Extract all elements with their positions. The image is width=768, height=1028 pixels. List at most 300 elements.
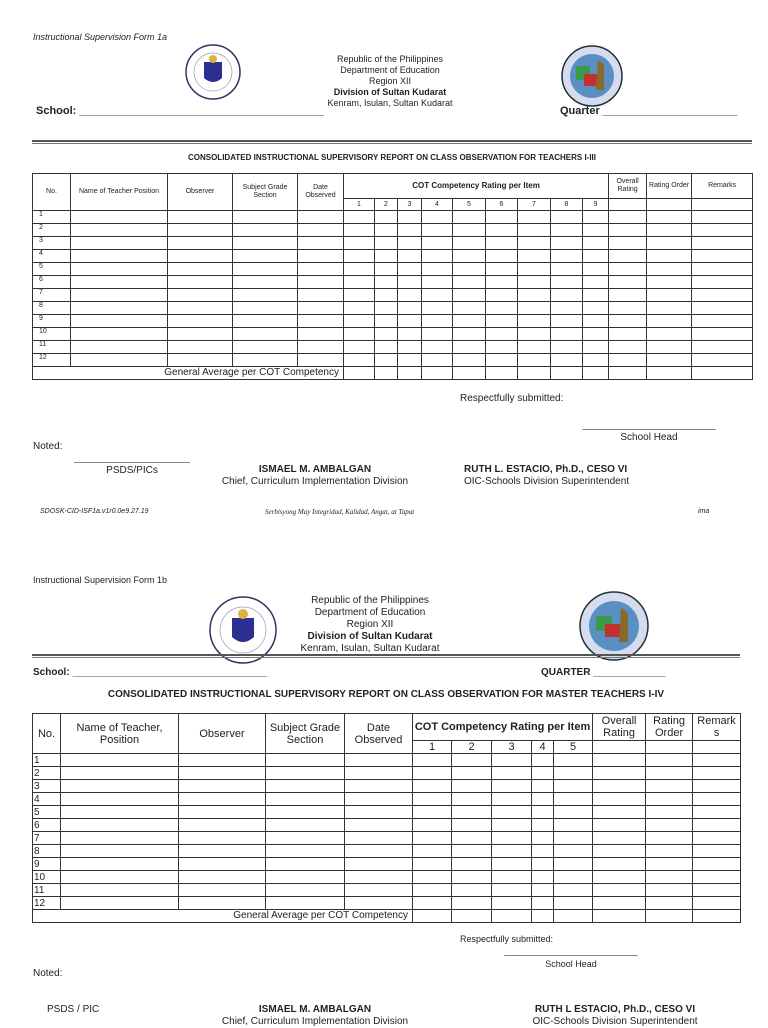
table-cell[interactable] [422,237,453,250]
table-cell[interactable] [554,767,593,780]
table-cell[interactable] [61,819,179,832]
table-cell[interactable] [453,224,486,237]
table-cell[interactable] [168,276,233,289]
table-cell[interactable] [375,263,398,276]
table-cell[interactable] [452,858,492,871]
table-cell[interactable] [693,793,741,806]
table-cell[interactable] [486,211,518,224]
table-cell[interactable] [609,341,647,354]
table-cell[interactable] [344,315,375,328]
table-cell[interactable] [233,354,298,367]
table-cell[interactable] [398,341,422,354]
table-cell[interactable] [518,211,551,224]
table-cell[interactable] [344,289,375,302]
table-cell[interactable] [647,237,692,250]
table-cell[interactable] [179,832,266,845]
table-cell[interactable] [532,871,554,884]
table-cell[interactable] [486,341,518,354]
table-cell[interactable] [492,832,532,845]
table-cell[interactable] [413,780,452,793]
table-cell[interactable] [179,845,266,858]
table-cell[interactable] [422,211,453,224]
table-cell[interactable] [298,354,344,367]
table-cell[interactable] [453,328,486,341]
table-cell[interactable] [692,354,753,367]
table-cell[interactable] [518,250,551,263]
table-cell[interactable] [647,263,692,276]
table-cell[interactable] [453,341,486,354]
table-cell[interactable] [532,858,554,871]
table-cell[interactable] [61,780,179,793]
table-cell[interactable] [486,250,518,263]
table-cell[interactable] [486,354,518,367]
table-cell[interactable] [593,780,646,793]
table-cell[interactable] [593,884,646,897]
table-cell[interactable] [583,263,609,276]
table-cell[interactable] [518,263,551,276]
table-cell[interactable] [179,793,266,806]
table-cell[interactable] [398,315,422,328]
table-cell[interactable] [554,871,593,884]
table-cell[interactable] [375,354,398,367]
table-cell[interactable] [168,315,233,328]
table-cell[interactable] [532,845,554,858]
table-cell[interactable] [647,341,692,354]
table-cell[interactable] [532,897,554,910]
table-cell[interactable] [486,302,518,315]
table-cell[interactable] [71,315,168,328]
table-cell[interactable] [693,858,741,871]
table-cell[interactable] [518,315,551,328]
table-cell[interactable] [646,754,693,767]
table-cell[interactable] [554,780,593,793]
table-cell[interactable] [61,884,179,897]
table-cell[interactable] [551,341,583,354]
table-cell[interactable] [71,276,168,289]
table-cell[interactable] [609,289,647,302]
table-cell[interactable] [693,884,741,897]
table-cell[interactable] [551,315,583,328]
table-cell[interactable] [71,328,168,341]
table-cell[interactable] [375,341,398,354]
table-cell[interactable] [551,289,583,302]
table-cell[interactable] [452,819,492,832]
table-cell[interactable] [344,354,375,367]
table-cell[interactable] [583,354,609,367]
table-cell[interactable] [647,211,692,224]
table-cell[interactable] [375,289,398,302]
table-cell[interactable] [453,237,486,250]
table-cell[interactable] [554,793,593,806]
table-cell[interactable] [398,263,422,276]
table-cell[interactable] [609,354,647,367]
table-cell[interactable] [647,276,692,289]
table-cell[interactable] [646,832,693,845]
table-cell[interactable] [61,754,179,767]
table-cell[interactable] [375,328,398,341]
table-cell[interactable] [532,793,554,806]
table-cell[interactable] [344,328,375,341]
table-cell[interactable] [518,302,551,315]
table-cell[interactable] [693,897,741,910]
table-cell[interactable] [492,806,532,819]
table-cell[interactable] [168,341,233,354]
table-cell[interactable] [344,250,375,263]
table-cell[interactable] [266,806,345,819]
table-cell[interactable] [532,832,554,845]
table-cell[interactable] [532,806,554,819]
table-cell[interactable] [693,832,741,845]
table-cell[interactable] [583,315,609,328]
table-cell[interactable] [609,237,647,250]
table-cell[interactable] [693,871,741,884]
table-cell[interactable] [453,263,486,276]
table-cell[interactable] [647,328,692,341]
table-cell[interactable] [692,263,753,276]
table-cell[interactable] [692,211,753,224]
table-cell[interactable] [344,237,375,250]
table-cell[interactable] [647,224,692,237]
table-cell[interactable] [422,315,453,328]
table-cell[interactable] [453,354,486,367]
table-cell[interactable] [646,780,693,793]
table-cell[interactable] [168,250,233,263]
table-cell[interactable] [345,897,413,910]
table-cell[interactable] [486,315,518,328]
table-cell[interactable] [179,819,266,832]
table-cell[interactable] [692,276,753,289]
table-cell[interactable] [179,767,266,780]
table-cell[interactable] [518,354,551,367]
table-cell[interactable] [398,237,422,250]
table-cell[interactable] [266,793,345,806]
table-cell[interactable] [233,263,298,276]
table-cell[interactable] [179,871,266,884]
table-cell[interactable] [345,780,413,793]
table-cell[interactable] [233,276,298,289]
table-cell[interactable] [492,819,532,832]
table-cell[interactable] [452,767,492,780]
table-cell[interactable] [298,211,344,224]
table-cell[interactable] [345,832,413,845]
table-cell[interactable] [375,224,398,237]
table-cell[interactable] [413,819,452,832]
table-cell[interactable] [518,341,551,354]
table-cell[interactable] [452,845,492,858]
table-cell[interactable] [532,884,554,897]
table-cell[interactable] [453,250,486,263]
table-cell[interactable] [345,819,413,832]
table-cell[interactable] [413,897,452,910]
table-cell[interactable] [71,263,168,276]
table-cell[interactable] [266,897,345,910]
table-cell[interactable] [554,832,593,845]
table-cell[interactable] [532,819,554,832]
table-cell[interactable] [452,780,492,793]
table-cell[interactable] [345,871,413,884]
table-cell[interactable] [583,341,609,354]
table-cell[interactable] [452,754,492,767]
table-cell[interactable] [413,858,452,871]
table-cell[interactable] [593,845,646,858]
table-cell[interactable] [486,289,518,302]
table-cell[interactable] [518,237,551,250]
table-cell[interactable] [61,793,179,806]
table-cell[interactable] [492,845,532,858]
table-cell[interactable] [71,224,168,237]
table-cell[interactable] [168,211,233,224]
table-cell[interactable] [71,237,168,250]
table-cell[interactable] [647,289,692,302]
table-cell[interactable] [551,276,583,289]
table-cell[interactable] [609,224,647,237]
table-cell[interactable] [168,263,233,276]
table-cell[interactable] [345,767,413,780]
table-cell[interactable] [532,780,554,793]
table-cell[interactable] [518,289,551,302]
table-cell[interactable] [492,767,532,780]
table-cell[interactable] [492,793,532,806]
table-cell[interactable] [583,224,609,237]
table-cell[interactable] [492,871,532,884]
table-cell[interactable] [298,250,344,263]
table-cell[interactable] [693,819,741,832]
table-cell[interactable] [398,302,422,315]
table-cell[interactable] [486,328,518,341]
table-cell[interactable] [647,302,692,315]
table-cell[interactable] [71,341,168,354]
table-cell[interactable] [233,315,298,328]
table-cell[interactable] [551,328,583,341]
table-cell[interactable] [266,884,345,897]
table-cell[interactable] [375,276,398,289]
table-cell[interactable] [692,224,753,237]
table-cell[interactable] [345,858,413,871]
table-cell[interactable] [518,328,551,341]
table-cell[interactable] [344,302,375,315]
table-cell[interactable] [693,845,741,858]
table-cell[interactable] [609,276,647,289]
table-cell[interactable] [453,211,486,224]
table-cell[interactable] [413,832,452,845]
table-cell[interactable] [453,315,486,328]
table-cell[interactable] [422,276,453,289]
table-cell[interactable] [71,354,168,367]
quarter-field[interactable]: QUARTER _____________ [541,667,666,678]
table-cell[interactable] [646,845,693,858]
table-cell[interactable] [593,832,646,845]
table-cell[interactable] [518,276,551,289]
table-cell[interactable] [61,767,179,780]
table-cell[interactable] [647,354,692,367]
table-cell[interactable] [344,224,375,237]
table-cell[interactable] [344,276,375,289]
table-cell[interactable] [398,354,422,367]
table-cell[interactable] [344,341,375,354]
table-cell[interactable] [692,328,753,341]
table-cell[interactable] [413,845,452,858]
quarter-field[interactable]: Quarter ______________________ [560,105,738,117]
table-cell[interactable] [486,237,518,250]
table-cell[interactable] [452,884,492,897]
table-cell[interactable] [398,211,422,224]
table-cell[interactable] [692,250,753,263]
table-cell[interactable] [551,250,583,263]
table-cell[interactable] [168,354,233,367]
table-cell[interactable] [233,224,298,237]
table-cell[interactable] [61,871,179,884]
table-cell[interactable] [609,328,647,341]
table-cell[interactable] [168,302,233,315]
table-cell[interactable] [609,315,647,328]
table-cell[interactable] [375,315,398,328]
table-cell[interactable] [345,845,413,858]
table-cell[interactable] [518,224,551,237]
table-cell[interactable] [692,289,753,302]
table-cell[interactable] [593,897,646,910]
table-cell[interactable] [593,858,646,871]
table-cell[interactable] [179,897,266,910]
table-cell[interactable] [692,237,753,250]
table-cell[interactable] [492,858,532,871]
table-cell[interactable] [647,250,692,263]
table-cell[interactable] [554,858,593,871]
table-cell[interactable] [609,211,647,224]
table-cell[interactable] [593,754,646,767]
table-cell[interactable] [398,276,422,289]
table-cell[interactable] [233,302,298,315]
school-field[interactable]: School: ________________________________________ [36,105,325,117]
table-cell[interactable] [693,767,741,780]
table-cell[interactable] [422,302,453,315]
table-cell[interactable] [551,224,583,237]
table-cell[interactable] [344,211,375,224]
table-cell[interactable] [647,315,692,328]
table-cell[interactable] [486,224,518,237]
table-cell[interactable] [413,806,452,819]
table-cell[interactable] [298,224,344,237]
table-cell[interactable] [453,302,486,315]
table-cell[interactable] [692,302,753,315]
table-cell[interactable] [593,819,646,832]
table-cell[interactable] [375,250,398,263]
table-cell[interactable] [422,289,453,302]
table-cell[interactable] [422,341,453,354]
table-cell[interactable] [492,897,532,910]
table-cell[interactable] [453,289,486,302]
table-cell[interactable] [693,754,741,767]
table-cell[interactable] [583,276,609,289]
table-cell[interactable] [452,832,492,845]
table-cell[interactable] [298,341,344,354]
table-cell[interactable] [554,884,593,897]
table-cell[interactable] [551,211,583,224]
table-cell[interactable] [413,767,452,780]
table-cell[interactable] [646,884,693,897]
table-cell[interactable] [551,354,583,367]
table-cell[interactable] [179,858,266,871]
table-cell[interactable] [551,302,583,315]
table-cell[interactable] [413,793,452,806]
table-cell[interactable] [583,211,609,224]
table-cell[interactable] [168,237,233,250]
table-cell[interactable] [492,780,532,793]
table-cell[interactable] [345,806,413,819]
table-cell[interactable] [693,780,741,793]
table-cell[interactable] [593,871,646,884]
table-cell[interactable] [61,845,179,858]
table-cell[interactable] [422,224,453,237]
table-cell[interactable] [452,871,492,884]
table-cell[interactable] [345,793,413,806]
table-cell[interactable] [583,302,609,315]
table-cell[interactable] [609,250,647,263]
table-cell[interactable] [398,224,422,237]
table-cell[interactable] [233,328,298,341]
table-cell[interactable] [646,806,693,819]
table-cell[interactable] [298,237,344,250]
table-cell[interactable] [344,263,375,276]
table-cell[interactable] [554,754,593,767]
table-cell[interactable] [486,263,518,276]
table-cell[interactable] [398,328,422,341]
table-cell[interactable] [693,806,741,819]
table-cell[interactable] [551,263,583,276]
table-cell[interactable] [233,237,298,250]
table-cell[interactable] [422,250,453,263]
table-cell[interactable] [646,897,693,910]
table-cell[interactable] [398,250,422,263]
table-cell[interactable] [375,237,398,250]
table-cell[interactable] [486,276,518,289]
table-cell[interactable] [422,354,453,367]
school-field[interactable]: School: ___________________________________ [33,667,268,678]
table-cell[interactable] [61,832,179,845]
table-cell[interactable] [583,328,609,341]
table-cell[interactable] [646,793,693,806]
table-cell[interactable] [179,884,266,897]
table-cell[interactable] [492,884,532,897]
table-cell[interactable] [554,806,593,819]
table-cell[interactable] [583,250,609,263]
table-cell[interactable] [646,871,693,884]
table-cell[interactable] [554,819,593,832]
table-cell[interactable] [179,754,266,767]
table-cell[interactable] [298,263,344,276]
table-cell[interactable] [179,806,266,819]
table-cell[interactable] [583,289,609,302]
table-cell[interactable] [646,819,693,832]
table-cell[interactable] [179,780,266,793]
table-cell[interactable] [298,328,344,341]
table-cell[interactable] [692,315,753,328]
table-cell[interactable] [554,897,593,910]
table-cell[interactable] [646,767,693,780]
table-cell[interactable] [532,767,554,780]
table-cell[interactable] [593,793,646,806]
table-cell[interactable] [593,767,646,780]
table-cell[interactable] [375,211,398,224]
table-cell[interactable] [266,845,345,858]
table-cell[interactable] [646,858,693,871]
table-cell[interactable] [298,289,344,302]
table-cell[interactable] [168,224,233,237]
table-cell[interactable] [413,754,452,767]
table-cell[interactable] [422,263,453,276]
table-cell[interactable] [168,289,233,302]
table-cell[interactable] [413,871,452,884]
table-cell[interactable] [233,289,298,302]
